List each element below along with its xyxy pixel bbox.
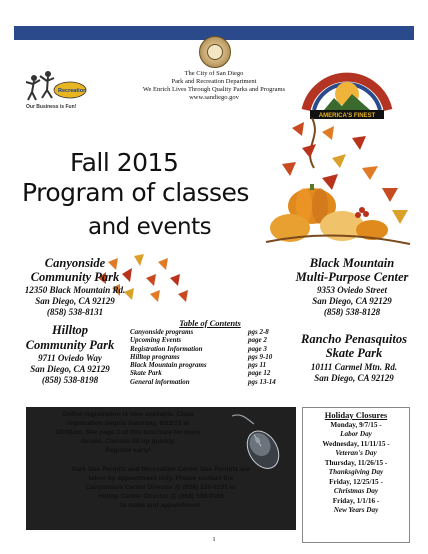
holiday-day-1: Monday, 9/7/15 - xyxy=(330,421,382,429)
canyonside-address-2: San Diego, CA 92129 xyxy=(35,296,115,306)
header-department: Park and Recreation Department xyxy=(171,78,257,85)
rancho-address-1: 10111 Carmel Mtn. Rd. xyxy=(310,362,398,372)
online-line2: registration begins Saturday, 8/22/15 at xyxy=(66,420,190,427)
toc-row: Black Mountain programs pgs 11 xyxy=(130,361,267,370)
hilltop-name-1: Hilltop xyxy=(51,323,89,337)
black-mountain-name-1: Black Mountain xyxy=(309,256,395,270)
title-line1: Fall 2015 xyxy=(70,148,179,177)
city-seal-center xyxy=(207,44,223,60)
pumpkin-leaves-illustration xyxy=(262,118,412,258)
holiday-day-5: Friday, 1/1/16 - xyxy=(332,497,380,505)
rancho-name-1: Rancho Penasquitos xyxy=(301,332,407,346)
toc-title: Table of Contents xyxy=(179,318,241,328)
holiday-name-2: Veteran's Day xyxy=(335,449,377,457)
rancho-name-2: Skate Park xyxy=(325,346,383,360)
park-recreation-logo xyxy=(300,54,394,122)
page-number: 1 xyxy=(212,536,216,543)
canyonside-name-2: Community Park xyxy=(30,270,120,284)
online-line3: 10:00am. See page 3 of this brochure for more xyxy=(55,429,201,436)
header-city: The City of San Diego xyxy=(184,70,244,77)
holiday-day-3: Thursday, 11/26/15 - xyxy=(324,459,388,467)
online-line8: Canyonside Center Director @ (858) 538-8131 or xyxy=(85,484,237,491)
computer-mouse-icon xyxy=(228,410,288,480)
our-business-is-fun-logo xyxy=(22,60,88,116)
holiday-name-4: Christmas Day xyxy=(333,487,379,495)
hilltop-name-2: Community Park xyxy=(25,338,115,352)
online-line10: to make and appointment. xyxy=(120,502,202,509)
holiday-name-1: Labor Day xyxy=(340,430,372,438)
holiday-day-4: Friday, 12/25/15 - xyxy=(329,478,383,486)
title-line3: and events xyxy=(88,214,212,240)
canyonside-phone: (858) 538-8131 xyxy=(46,307,104,317)
americas-finest-text: AMERICA'S FINEST xyxy=(318,113,376,119)
toc-row: Registration Information page 3 xyxy=(130,344,267,353)
hilltop-address-1: 9711 Oviedo Way xyxy=(38,353,102,363)
toc-row: Canyonside programs pgs 2-8 xyxy=(130,328,269,336)
holiday-title: Holiday Closures xyxy=(324,410,388,420)
holiday-day-2: Wednesday, 11/11/15 - xyxy=(322,440,390,448)
canyonside-address-1: 12350 Black Mountain Rd. xyxy=(24,285,126,295)
online-line4: details. Classes fill up quickly. xyxy=(80,438,176,445)
toc-row: Hilltop programs pgs 9-10 xyxy=(130,352,273,361)
fun-logo-text: Our Business is Fun! xyxy=(26,104,77,110)
svg-text:Recreation: Recreation xyxy=(58,88,87,94)
rancho-address-2: San Diego, CA 92129 xyxy=(314,373,394,383)
table-of-contents xyxy=(130,318,290,386)
header-website: www.sandiego.gov xyxy=(189,94,239,101)
toc-row: Upcoming Events page 2 xyxy=(130,336,267,345)
black-mountain-phone: (858) 538-8128 xyxy=(323,307,381,317)
hilltop-address-2: San Diego, CA 92129 xyxy=(30,364,110,374)
holiday-name-3: Thanksgiving Day xyxy=(328,468,384,476)
black-mountain-address-2: San Diego, CA 92129 xyxy=(312,296,392,306)
holiday-name-5: New Years Day xyxy=(333,506,379,514)
title-line2: Program of classes xyxy=(22,178,249,207)
header-tagline: We Enrich Lives Through Quality Parks and Programs xyxy=(142,86,286,93)
toc-row: General information pgs 13-14 xyxy=(130,377,276,386)
online-line5: Register early! xyxy=(105,447,151,454)
black-mountain-name-2: Multi-Purpose Center xyxy=(295,270,409,284)
canyonside-name-1: Canyonside xyxy=(44,256,106,270)
online-line6: Park Use Permits and Recreation Center Use Permits are xyxy=(71,466,251,473)
toc-row: Skate Park page 12 xyxy=(130,369,271,378)
online-line9: Hilltop Center Director @ (858) 538-9198 xyxy=(98,493,224,500)
black-mountain-address-1: 9353 Oviedo Street xyxy=(317,285,387,295)
hilltop-phone: (858) 538-8198 xyxy=(41,375,99,385)
online-line7: taken by appointment only. Please contact the xyxy=(88,475,234,482)
online-line1: Online registration is now available. Class xyxy=(62,411,194,418)
